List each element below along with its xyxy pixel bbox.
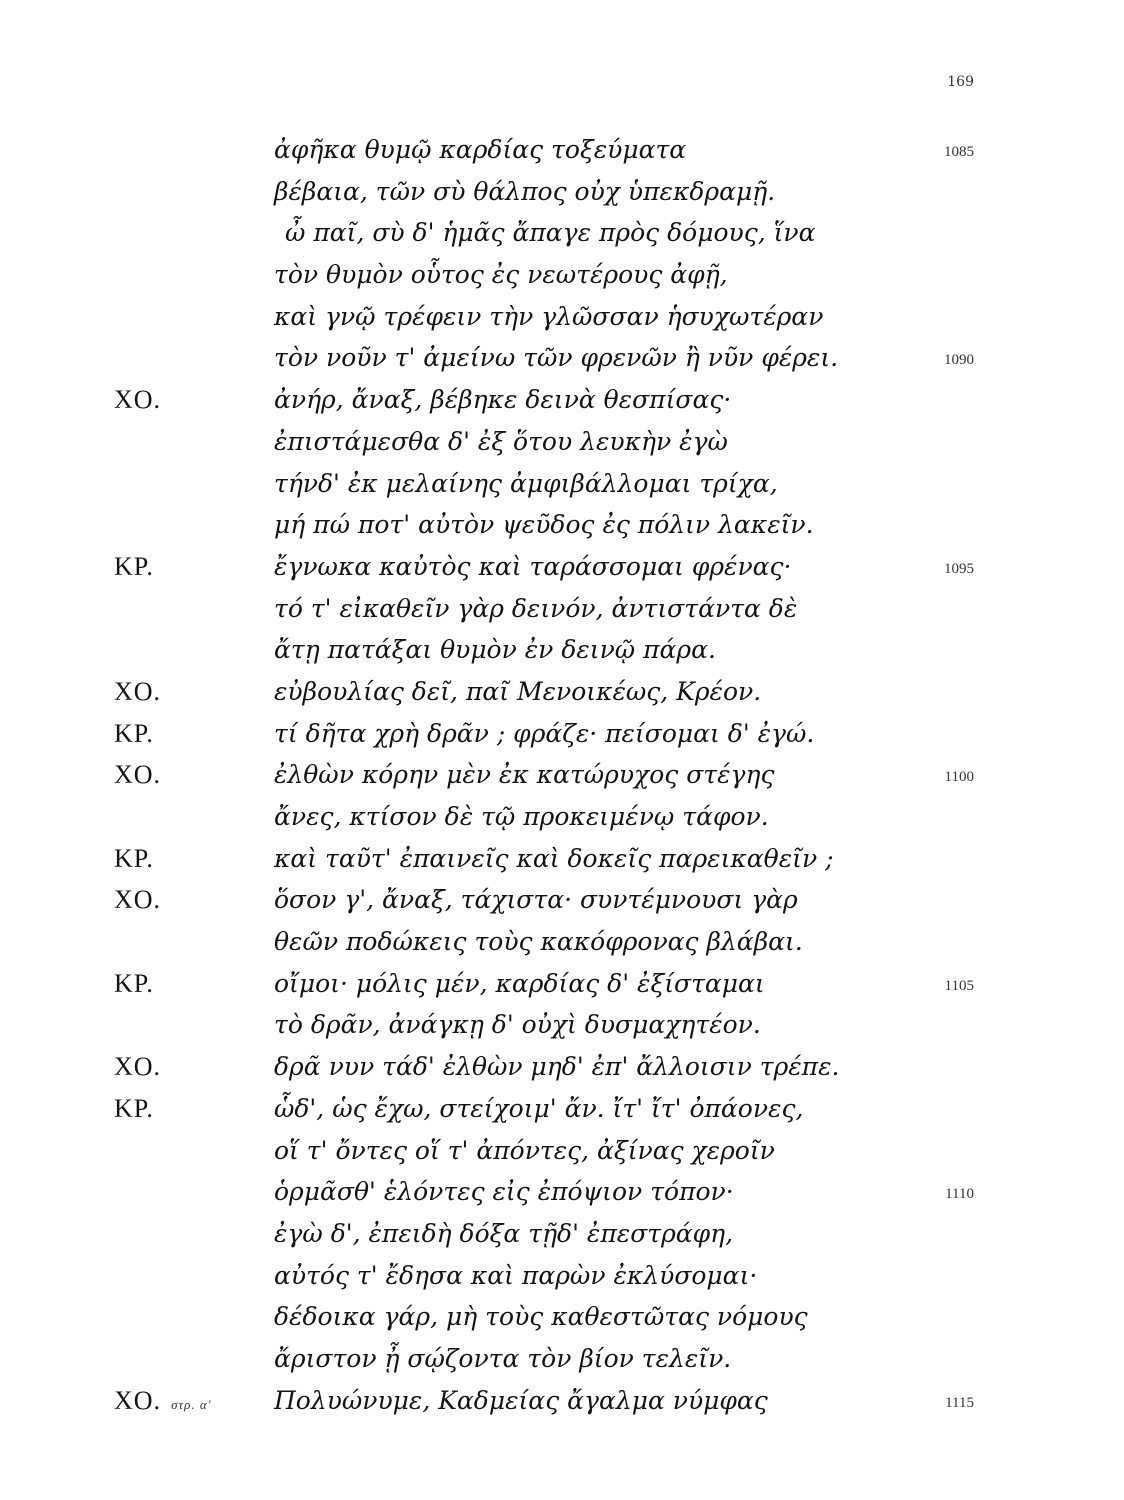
- line-number: 1090: [944, 352, 974, 369]
- verse-text: ἄτῃ πατάξαι θυμὸν ἐν δεινῷ πάρα.: [274, 635, 716, 665]
- verse-line: [0, 922, 1124, 964]
- verse-text: οἵ τ' ὄντες οἵ τ' ἀπόντες, ἀξίνας χεροῖν: [274, 1135, 775, 1165]
- verse-line: [0, 172, 1124, 214]
- speaker-label: ΧΟ.: [114, 676, 162, 706]
- speaker-label: ΚΡ.: [114, 551, 154, 581]
- verse-text: τὸν νοῦν τ' ἀμείνω τῶν φρενῶν ἢ νῦν φέρει.: [274, 343, 839, 373]
- verse-line: [0, 297, 1124, 339]
- verse-line: [0, 1256, 1124, 1298]
- verse-text: καὶ ταῦτ' ἐπαινεῖς καὶ δοκεῖς παρεικαθεῖν ;: [274, 843, 834, 873]
- verse-text: ὦ παῖ, σὺ δ' ἡμᾶς ἄπαγε πρὸς δόμους, ἵνα: [285, 218, 816, 248]
- speaker-label: ΚΡ.: [114, 968, 154, 998]
- verse-text: ὅσον γ', ἄναξ, τάχιστα· συντέμνουσι γὰρ: [274, 885, 798, 915]
- verse-text: ἐπιστάμεσθα δ' ἐξ ὅτου λευκὴν ἐγὼ: [274, 426, 728, 456]
- verse-line: [0, 1339, 1124, 1381]
- verse-text: ἐλθὼν κόρην μὲν ἐκ κατώρυχος στέγης: [274, 760, 775, 790]
- line-number: 1100: [944, 769, 974, 786]
- verse-line: [0, 422, 1124, 464]
- verse-text: αὐτός τ' ἔδησα καὶ παρὼν ἐκλύσομαι·: [274, 1260, 758, 1290]
- verse-line: [0, 880, 1124, 922]
- verse-text: ὧδ', ὡς ἔχω, στείχοιμ' ἄν. ἴτ' ἴτ' ὀπάονες,: [274, 1093, 804, 1123]
- verse-line: [0, 547, 1124, 589]
- verse-text: εὐβουλίας δεῖ, παῖ Μενοικέως, Κρέον.: [274, 676, 762, 706]
- verse-line: [0, 589, 1124, 631]
- speaker-label: ΧΟ.: [114, 1052, 162, 1082]
- verse-text: δρᾶ νυν τάδ' ἐλθὼν μηδ' ἐπ' ἄλλοισιν τρέπε.: [274, 1052, 840, 1082]
- verse-line: [0, 1089, 1124, 1131]
- verse-text: δέδοικα γάρ, μὴ τοὺς καθεστῶτας νόμους: [274, 1302, 808, 1332]
- verse-text: ἄνες, κτίσον δὲ τῷ προκειμένῳ τάφον.: [274, 802, 769, 831]
- verse-line: [0, 464, 1124, 506]
- verse-line: [0, 1005, 1124, 1047]
- line-number: 1115: [945, 1394, 974, 1411]
- verse-line: [0, 338, 1124, 380]
- line-number: 1110: [945, 1186, 974, 1203]
- verse-text: ἀφῆκα θυμῷ καρδίας τοξεύματα: [274, 135, 687, 164]
- verse-line: [0, 1047, 1124, 1089]
- verse-line: [0, 380, 1124, 422]
- verse-line: [0, 964, 1124, 1006]
- strophe-marker: στρ. α': [171, 1396, 212, 1412]
- verse-line: [0, 255, 1124, 297]
- verse-line: [0, 714, 1124, 756]
- verse-line: [0, 1297, 1124, 1339]
- verse-text: ἔγνωκα καὐτὸς καὶ ταράσσομαι φρένας·: [274, 551, 792, 581]
- verse-text: θεῶν ποδώκεις τοὺς κακόφρονας βλάβαι.: [274, 927, 803, 957]
- speaker-label: [114, 1381, 211, 1425]
- verse-line: [0, 1214, 1124, 1256]
- verse-text: τό τ' εἰκαθεῖν γὰρ δεινόν, ἀντιστάντα δὲ: [274, 593, 798, 623]
- verse-text: καὶ γνῷ τρέφειν τὴν γλῶσσαν ἡσυχωτέραν: [274, 301, 824, 331]
- verse-line: [0, 755, 1124, 797]
- verse-text: τὸν θυμὸν οὗτος ἐς νεωτέρους ἀφῇ,: [274, 260, 728, 290]
- verse-line: [0, 630, 1124, 672]
- line-number: 1105: [944, 977, 974, 994]
- verse-line: [0, 213, 1124, 255]
- speaker-label: ΚΡ.: [114, 843, 154, 873]
- verse-text: τὸ δρᾶν, ἀνάγκῃ δ' οὐχὶ δυσμαχητέον.: [274, 1010, 761, 1040]
- speaker-label: ΚΡ.: [114, 1093, 154, 1123]
- verse-line: [0, 1172, 1124, 1214]
- line-number: 1095: [944, 560, 974, 577]
- speaker-name: ΧΟ.: [114, 1385, 162, 1415]
- verse-line: [0, 839, 1124, 881]
- verse-text: τήνδ' ἐκ μελαίνης ἀμφιβάλλομαι τρίχα,: [274, 468, 778, 498]
- verse-text: ὁρμᾶσθ' ἑλόντες εἰς ἐπόψιον τόπον·: [274, 1177, 734, 1207]
- verse-line: [0, 505, 1124, 547]
- verse-text: ἐγὼ δ', ἐπειδὴ δόξα τῇδ' ἐπεστράφη,: [274, 1218, 734, 1248]
- verse-text: ἀνήρ, ἄναξ, βέβηκε δεινὰ θεσπίσας·: [274, 385, 732, 415]
- speaker-label: ΧΟ.: [114, 885, 162, 915]
- verse-line: [0, 130, 1124, 172]
- verse-text: Πολυώνυμε, Καδμείας ἄγαλμα νύμφας: [274, 1385, 768, 1415]
- speaker-label: ΧΟ.: [114, 385, 162, 415]
- verse-line: [0, 1131, 1124, 1173]
- verse-text: οἴμοι· μόλις μέν, καρδίας δ' ἐξίσταμαι: [274, 968, 765, 998]
- verse-line: [0, 797, 1124, 839]
- page-number: 169: [947, 74, 974, 90]
- speaker-label: ΧΟ.: [114, 760, 162, 790]
- verse-text: βέβαια, τῶν σὺ θάλπος οὐχ ὑπεκδραμῇ.: [274, 176, 776, 206]
- verse-text: ἄριστον ᾖ σῴζοντα τὸν βίον τελεῖν.: [274, 1343, 732, 1373]
- verse-lines: [0, 130, 1124, 1422]
- verse-text: μή πώ ποτ' αὐτὸν ψεῦδος ἐς πόλιν λακεῖν.: [274, 510, 814, 540]
- speaker-label: ΚΡ.: [114, 718, 154, 748]
- verse-line: [0, 672, 1124, 714]
- verse-text: τί δῆτα χρὴ δρᾶν ; φράζε· πείσομαι δ' ἐγώ.: [274, 718, 815, 748]
- line-number: 1085: [944, 144, 974, 160]
- verse-line: [0, 1381, 1124, 1423]
